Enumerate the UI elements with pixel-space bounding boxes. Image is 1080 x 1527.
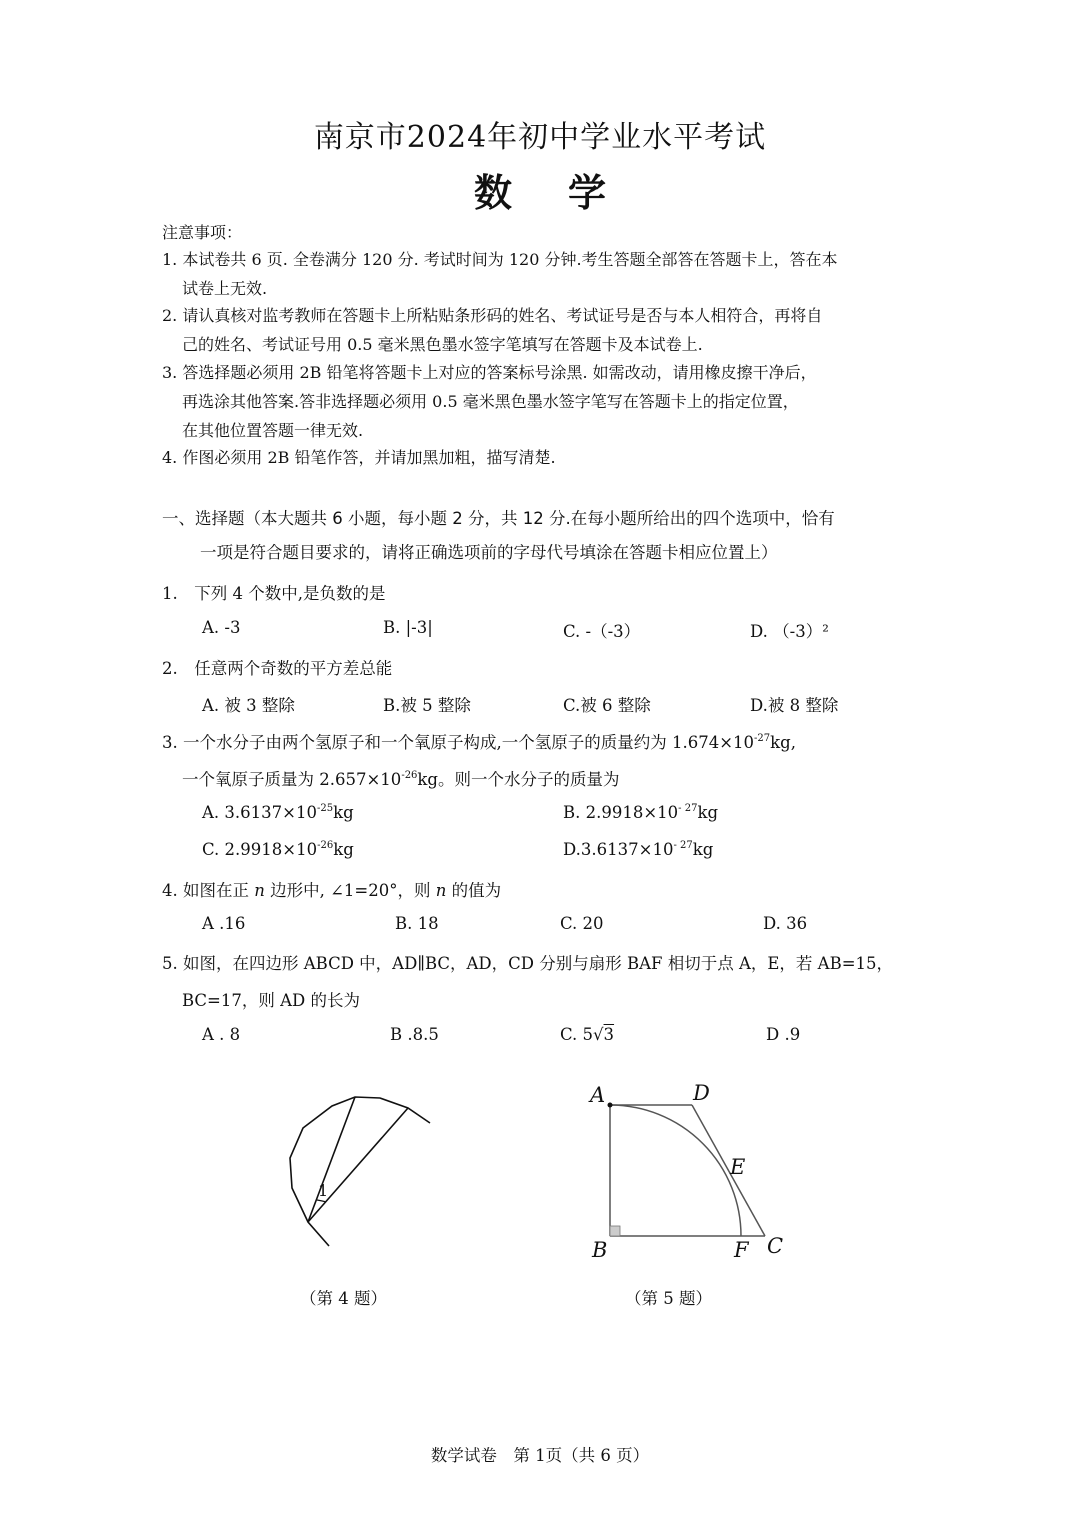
notice-1-line-1: 1. 本试卷共 6 页. 全卷满分 120 分. 考试时间为 120 分钟.考生答题全部答在答题卡上，答在本 <box>162 250 838 269</box>
q3-c-unit: kg <box>333 840 354 859</box>
notice-1-line-2: 试卷上无效. <box>182 279 268 298</box>
q3-l1-text: 3. 一个水分子由两个氢原子和一个氧原子构成,一个氢原子的质量约为 1.674×10 <box>162 733 755 752</box>
q5-c-radicand: 3 <box>603 1025 615 1044</box>
figure-5-caption: （第 5 题） <box>625 1289 712 1308</box>
q2-option-c: C.被 6 整除 <box>563 696 651 715</box>
notice-3-line-2: 再选涂其他答案.答非选择题必须用 0.5 毫米黑色墨水签字笔写在答题卡上的指定位置， <box>182 392 799 411</box>
section-1-line-2: 一项是符合题目要求的，请将正确选项前的字母代号填涂在答题卡相应位置上） <box>200 543 778 562</box>
q3-a-exponent: -25 <box>316 803 334 814</box>
q4-text-1: 4. 如图在正 <box>162 881 255 900</box>
q2-stem: 2. 任意两个奇数的平方差总能 <box>162 659 393 678</box>
q5-c-coefficient: C. 5 <box>560 1025 594 1044</box>
figure-5-label-c: C <box>767 1234 784 1258</box>
subject-char-2: 学 <box>568 171 607 215</box>
q5-option-c <box>560 1025 614 1044</box>
q4-stem <box>162 877 501 901</box>
q3-b-exponent: - 27 <box>678 803 698 814</box>
q3-option-b <box>563 803 718 822</box>
q1-option-a: A. -3 <box>202 618 241 637</box>
q1-option-b: B. |-3| <box>383 618 433 637</box>
q3-option-a <box>202 803 354 822</box>
q4-var-n-2: n <box>435 881 447 900</box>
q3-l2-tail: kg。则一个水分子的质量为 <box>417 770 620 789</box>
q4-text-3: 的值为 <box>446 881 502 900</box>
figure-5-label-a: A <box>590 1083 606 1107</box>
q5-stem-line-2: BC=17，则 AD 的长为 <box>182 991 361 1010</box>
notice-item-4 <box>162 443 922 472</box>
q5-option-d: D .9 <box>766 1025 801 1044</box>
notice-2-line-1: 2. 请认真核对监考教师在答题卡上所粘贴条形码的姓名、考试证号是否与本人相符合，再将自 <box>162 306 823 325</box>
q3-option-c <box>202 840 354 859</box>
q3-c-exponent: -26 <box>317 840 334 851</box>
figure-5-label-b: B <box>592 1238 608 1262</box>
figure-5-label-d: D <box>693 1081 710 1105</box>
q3-d-exponent: - 27 <box>673 840 693 851</box>
notice-4-line-1: 4. 作图必须用 2B 铅笔作答，并请加黑加粗，描写清楚. <box>162 448 556 467</box>
q3-d-unit: kg <box>692 840 714 859</box>
q3-c-text: C. 2.9918×10 <box>202 840 318 859</box>
notice-3-line-3: 在其他位置答题一律无效. <box>182 421 364 440</box>
notice-item-2 <box>162 301 922 359</box>
q3-l1-exponent: -27 <box>754 733 771 744</box>
figure-5-label-f: F <box>734 1238 749 1262</box>
figure-4-angle-label: 1 <box>318 1181 329 1200</box>
figure-5-label-e: E <box>730 1155 746 1179</box>
section-1-line-1: 一、选择题（本大题共 6 小题，每小题 2 分，共 12 分.在每小题所给出的四个选项中，恰有 <box>162 509 835 528</box>
q3-a-text: A. 3.6137×10 <box>202 803 317 822</box>
figure-4-polygon <box>280 1088 450 1258</box>
q5-option-b: B .8.5 <box>390 1025 439 1044</box>
q2-option-a: A. 被 3 整除 <box>202 696 295 715</box>
q1-option-d: D. （-3）² <box>750 622 829 641</box>
notice-2-line-2: 己的姓名、考试证号用 0.5 毫米黑色墨水签字笔填写在答题卡及本试卷上. <box>182 335 703 354</box>
q2-option-d: D.被 8 整除 <box>750 696 839 715</box>
sqrt-symbol: √ <box>593 1025 604 1044</box>
q3-stem-line-1 <box>162 729 796 753</box>
figure-5-quadrilateral <box>580 1075 800 1265</box>
section-1-heading <box>162 502 932 570</box>
q3-l2-exponent: -26 <box>401 770 418 781</box>
q5-stem-line-1: 5. 如图，在四边形 ABCD 中，AD∥BC，AD，CD 分别与扇形 BAF 相切于点 A，E，若 AB=15， <box>162 954 894 973</box>
q3-l2-text: 一个氧原子质量为 2.657×10 <box>182 770 402 789</box>
q3-l1-unit: kg, <box>770 733 796 752</box>
subject-char-1: 数 <box>473 171 512 215</box>
q3-option-d <box>563 840 713 859</box>
subject-heading <box>0 162 1080 217</box>
q5-option-a: A . 8 <box>202 1025 241 1044</box>
q4-option-d: D. 36 <box>763 914 808 933</box>
q3-d-text: D.3.6137×10 <box>563 840 674 859</box>
q4-option-b: B. 18 <box>395 914 439 933</box>
right-angle-marker <box>610 1226 620 1236</box>
q3-b-unit: kg <box>697 803 719 822</box>
notice-heading: 注意事项： <box>162 223 243 242</box>
notice-3-line-1: 3. 答选择题必须用 2B 铅笔将答题卡上对应的答案标号涂黑. 如需改动，请用橡皮擦干净后， <box>162 363 817 382</box>
page-footer: 数学试卷 第 1页（共 6 页） <box>430 1446 650 1465</box>
q4-text-2: 边形中, ∠1=20°，则 <box>264 881 436 900</box>
q4-option-c: C. 20 <box>560 914 604 933</box>
notice-item-3 <box>162 358 922 445</box>
notice-item-1 <box>162 245 922 303</box>
q2-option-b: B.被 5 整除 <box>383 696 471 715</box>
figure-4-caption: （第 4 题） <box>300 1289 387 1308</box>
exam-title: 南京市2024年初中学业水平考试 <box>313 120 767 155</box>
q4-var-n-1: n <box>254 881 265 900</box>
q3-b-text: B. 2.9918×10 <box>563 803 679 822</box>
q1-stem: 1. 下列 4 个数中,是负数的是 <box>162 584 386 603</box>
q1-option-c: C. -（-3） <box>563 622 641 641</box>
q4-option-a: A .16 <box>202 914 246 933</box>
q3-stem-line-2 <box>182 766 619 790</box>
q3-a-unit: kg <box>333 803 354 822</box>
